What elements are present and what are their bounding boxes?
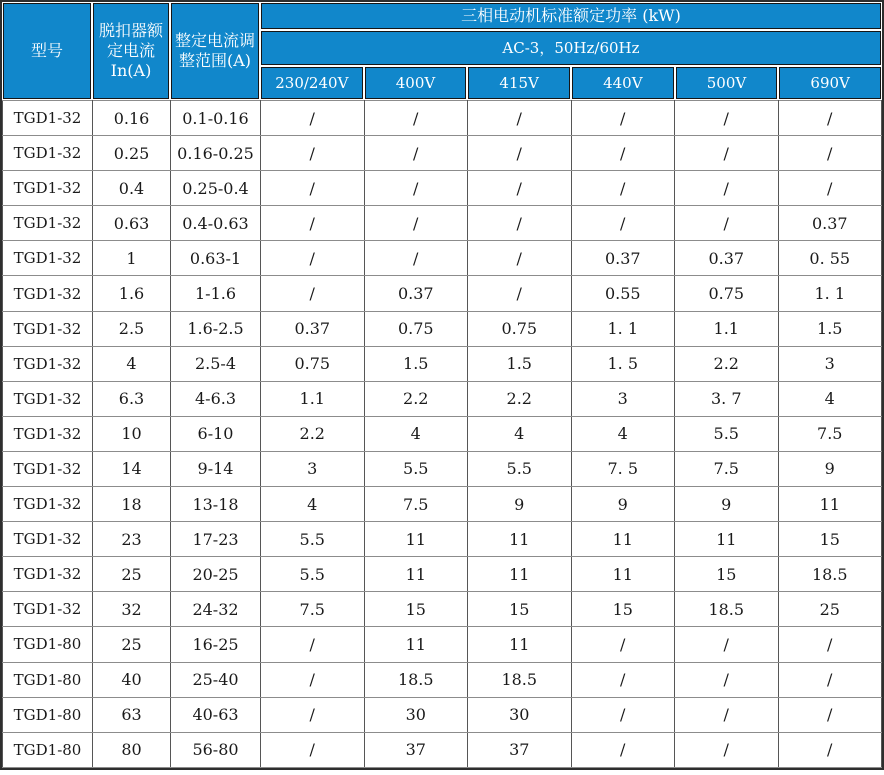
cell-power-440v: 15 <box>571 592 675 627</box>
header-ac-condition-label: AC-3，50Hz/60Hz <box>261 31 881 65</box>
cell-power-500v: / <box>675 136 779 171</box>
cell-power-690v: / <box>778 171 882 206</box>
cell-model: TGD1-32 <box>3 276 93 311</box>
header-voltage-label: 415V <box>468 67 570 99</box>
table-row <box>3 451 882 486</box>
cell-rated-current: 0.25 <box>93 136 171 171</box>
cell-power-500v: 18.5 <box>675 592 779 627</box>
cell-power-500v: 7.5 <box>675 451 779 486</box>
table-row <box>3 206 882 241</box>
cell-model: TGD1-32 <box>3 487 93 522</box>
table-row <box>3 732 882 767</box>
cell-rated-current: 25 <box>93 557 171 592</box>
cell-power-500v: / <box>675 101 779 136</box>
cell-power-230-240v: 0.75 <box>261 346 365 381</box>
cell-power-690v: / <box>778 732 882 767</box>
cell-power-500v: 1.1 <box>675 311 779 346</box>
cell-power-440v: 0.55 <box>571 276 675 311</box>
cell-power-230-240v: / <box>261 241 365 276</box>
cell-setting-range: 16-25 <box>171 627 261 662</box>
table-row <box>3 381 882 416</box>
cell-power-690v: 18.5 <box>778 557 882 592</box>
cell-rated-current: 0.16 <box>93 101 171 136</box>
cell-model: TGD1-32 <box>3 206 93 241</box>
cell-power-400v: 7.5 <box>364 487 468 522</box>
cell-power-400v: 5.5 <box>364 451 468 486</box>
cell-power-415v: / <box>468 241 572 276</box>
cell-power-415v: 37 <box>468 732 572 767</box>
cell-power-500v: 3. 7 <box>675 381 779 416</box>
cell-model: TGD1-32 <box>3 136 93 171</box>
table-row <box>3 101 882 136</box>
header-voltage-230-240 <box>260 66 364 100</box>
cell-power-400v: 30 <box>364 697 468 732</box>
cell-power-230-240v: 5.5 <box>261 557 365 592</box>
header-voltage-label: 500V <box>676 67 778 99</box>
cell-power-230-240v: 2.2 <box>261 416 365 451</box>
cell-model: TGD1-32 <box>3 346 93 381</box>
cell-power-440v: / <box>571 732 675 767</box>
cell-setting-range: 24-32 <box>171 592 261 627</box>
cell-power-440v: / <box>571 171 675 206</box>
cell-power-230-240v: / <box>261 101 365 136</box>
cell-setting-range: 1-1.6 <box>171 276 261 311</box>
cell-power-415v: 0.75 <box>468 311 572 346</box>
cell-power-690v: / <box>778 627 882 662</box>
cell-power-500v: 0.75 <box>675 276 779 311</box>
header-model-label: 型号 <box>3 3 91 99</box>
cell-model: TGD1-32 <box>3 592 93 627</box>
cell-setting-range: 25-40 <box>171 662 261 697</box>
cell-power-690v: 11 <box>778 487 882 522</box>
cell-model: TGD1-32 <box>3 522 93 557</box>
cell-rated-current: 18 <box>93 487 171 522</box>
table-row <box>3 592 882 627</box>
table-row <box>3 557 882 592</box>
cell-power-400v: 37 <box>364 732 468 767</box>
cell-power-415v: / <box>468 206 572 241</box>
header-trip-unit-label: 脱扣器额定电流 In(A) <box>93 3 169 99</box>
cell-power-400v: / <box>364 136 468 171</box>
cell-power-230-240v: 4 <box>261 487 365 522</box>
cell-power-415v: 30 <box>468 697 572 732</box>
cell-power-230-240v: 3 <box>261 451 365 486</box>
cell-power-500v: / <box>675 206 779 241</box>
cell-model: TGD1-32 <box>3 241 93 276</box>
header-voltage-label: 690V <box>779 67 881 99</box>
cell-setting-range: 17-23 <box>171 522 261 557</box>
cell-rated-current: 25 <box>93 627 171 662</box>
cell-power-230-240v: 5.5 <box>261 522 365 557</box>
table-header <box>2 2 882 100</box>
cell-power-690v: / <box>778 697 882 732</box>
cell-setting-range: 6-10 <box>171 416 261 451</box>
cell-rated-current: 10 <box>93 416 171 451</box>
cell-setting-range: 0.63-1 <box>171 241 261 276</box>
cell-power-400v: 4 <box>364 416 468 451</box>
header-range-label: 整定电流调整范围(A) <box>171 3 259 99</box>
cell-rated-current: 4 <box>93 346 171 381</box>
cell-power-230-240v: / <box>261 662 365 697</box>
cell-model: TGD1-32 <box>3 381 93 416</box>
cell-power-690v: 0.37 <box>778 206 882 241</box>
cell-power-690v: 1. 1 <box>778 276 882 311</box>
table-body <box>3 101 882 768</box>
cell-power-400v: 15 <box>364 592 468 627</box>
cell-power-400v: 1.5 <box>364 346 468 381</box>
cell-power-415v: / <box>468 276 572 311</box>
cell-setting-range: 0.16-0.25 <box>171 136 261 171</box>
cell-rated-current: 0.4 <box>93 171 171 206</box>
cell-power-500v: / <box>675 171 779 206</box>
cell-rated-current: 1.6 <box>93 276 171 311</box>
cell-power-690v: / <box>778 136 882 171</box>
cell-model: TGD1-32 <box>3 416 93 451</box>
cell-power-400v: 11 <box>364 557 468 592</box>
cell-setting-range: 0.1-0.16 <box>171 101 261 136</box>
cell-power-440v: / <box>571 627 675 662</box>
cell-power-230-240v: / <box>261 206 365 241</box>
table-row <box>3 311 882 346</box>
table-row <box>3 416 882 451</box>
cell-power-415v: / <box>468 101 572 136</box>
cell-power-500v: 2.2 <box>675 346 779 381</box>
cell-model: TGD1-80 <box>3 662 93 697</box>
cell-power-690v: / <box>778 662 882 697</box>
cell-power-500v: 5.5 <box>675 416 779 451</box>
cell-power-440v: / <box>571 101 675 136</box>
table-row <box>3 241 882 276</box>
cell-power-400v: / <box>364 101 468 136</box>
table-row <box>3 136 882 171</box>
cell-power-500v: 9 <box>675 487 779 522</box>
header-voltage-415 <box>467 66 571 100</box>
cell-power-230-240v: / <box>261 697 365 732</box>
table-row <box>3 487 882 522</box>
cell-power-400v: / <box>364 206 468 241</box>
cell-power-690v: 3 <box>778 346 882 381</box>
cell-power-440v: 1. 1 <box>571 311 675 346</box>
cell-power-415v: 11 <box>468 627 572 662</box>
cell-model: TGD1-80 <box>3 697 93 732</box>
cell-power-690v: 25 <box>778 592 882 627</box>
cell-model: TGD1-32 <box>3 311 93 346</box>
cell-power-230-240v: 1.1 <box>261 381 365 416</box>
cell-power-230-240v: 7.5 <box>261 592 365 627</box>
cell-power-415v: / <box>468 136 572 171</box>
cell-setting-range: 4-6.3 <box>171 381 261 416</box>
cell-power-440v: 3 <box>571 381 675 416</box>
header-voltage-label: 230/240V <box>261 67 363 99</box>
header-voltage-label: 440V <box>572 67 674 99</box>
cell-rated-current: 80 <box>93 732 171 767</box>
cell-rated-current: 63 <box>93 697 171 732</box>
table-row <box>3 276 882 311</box>
cell-power-690v: 1.5 <box>778 311 882 346</box>
cell-setting-range: 0.4-0.63 <box>171 206 261 241</box>
cell-power-230-240v: / <box>261 627 365 662</box>
cell-power-690v: / <box>778 101 882 136</box>
cell-setting-range: 9-14 <box>171 451 261 486</box>
cell-power-415v: 2.2 <box>468 381 572 416</box>
cell-power-400v: 0.37 <box>364 276 468 311</box>
cell-power-230-240v: / <box>261 171 365 206</box>
cell-model: TGD1-32 <box>3 171 93 206</box>
cell-power-400v: 18.5 <box>364 662 468 697</box>
cell-power-440v: 1. 5 <box>571 346 675 381</box>
header-voltage-440 <box>571 66 675 100</box>
table-row <box>3 171 882 206</box>
cell-power-415v: 11 <box>468 522 572 557</box>
cell-power-690v: 0. 55 <box>778 241 882 276</box>
cell-rated-current: 40 <box>93 662 171 697</box>
cell-power-690v: 15 <box>778 522 882 557</box>
header-power-title-label: 三相电动机标准额定功率 (kW) <box>261 3 881 29</box>
cell-power-440v: / <box>571 662 675 697</box>
cell-rated-current: 32 <box>93 592 171 627</box>
header-setting-current-range <box>170 2 260 100</box>
cell-power-230-240v: / <box>261 276 365 311</box>
cell-setting-range: 40-63 <box>171 697 261 732</box>
cell-power-400v: 11 <box>364 627 468 662</box>
cell-power-230-240v: 0.37 <box>261 311 365 346</box>
cell-power-440v: 4 <box>571 416 675 451</box>
cell-power-500v: 0.37 <box>675 241 779 276</box>
table-row <box>3 627 882 662</box>
cell-setting-range: 1.6-2.5 <box>171 311 261 346</box>
cell-power-690v: 4 <box>778 381 882 416</box>
cell-power-440v: 11 <box>571 522 675 557</box>
cell-power-400v: 0.75 <box>364 311 468 346</box>
cell-setting-range: 0.25-0.4 <box>171 171 261 206</box>
cell-power-415v: 18.5 <box>468 662 572 697</box>
header-voltage-400 <box>364 66 468 100</box>
cell-power-400v: 2.2 <box>364 381 468 416</box>
cell-rated-current: 0.63 <box>93 206 171 241</box>
cell-power-415v: 11 <box>468 557 572 592</box>
table-row <box>3 697 882 732</box>
cell-power-440v: 9 <box>571 487 675 522</box>
cell-model: TGD1-32 <box>3 557 93 592</box>
cell-power-230-240v: / <box>261 732 365 767</box>
cell-model: TGD1-80 <box>3 627 93 662</box>
cell-model: TGD1-80 <box>3 732 93 767</box>
cell-power-440v: 0.37 <box>571 241 675 276</box>
cell-model: TGD1-32 <box>3 101 93 136</box>
cell-rated-current: 2.5 <box>93 311 171 346</box>
header-trip-unit-rated-current <box>92 2 170 100</box>
header-ac-condition <box>260 30 882 66</box>
header-voltage-690 <box>778 66 882 100</box>
cell-setting-range: 13-18 <box>171 487 261 522</box>
table-row <box>3 346 882 381</box>
cell-power-500v: / <box>675 732 779 767</box>
header-model <box>2 2 92 100</box>
table-row <box>3 522 882 557</box>
cell-power-400v: / <box>364 241 468 276</box>
cell-rated-current: 23 <box>93 522 171 557</box>
cell-rated-current: 14 <box>93 451 171 486</box>
cell-power-500v: 15 <box>675 557 779 592</box>
cell-power-500v: / <box>675 697 779 732</box>
cell-power-415v: 4 <box>468 416 572 451</box>
cell-power-500v: / <box>675 627 779 662</box>
cell-power-690v: 9 <box>778 451 882 486</box>
spec-table-body-grid <box>2 100 882 768</box>
cell-power-500v: 11 <box>675 522 779 557</box>
cell-model: TGD1-32 <box>3 451 93 486</box>
cell-power-415v: 5.5 <box>468 451 572 486</box>
cell-power-400v: 11 <box>364 522 468 557</box>
cell-power-440v: / <box>571 206 675 241</box>
header-power-title <box>260 2 882 30</box>
header-voltage-500 <box>675 66 779 100</box>
cell-power-690v: 7.5 <box>778 416 882 451</box>
cell-rated-current: 1 <box>93 241 171 276</box>
cell-power-400v: / <box>364 171 468 206</box>
cell-power-440v: 11 <box>571 557 675 592</box>
cell-power-415v: 1.5 <box>468 346 572 381</box>
cell-power-440v: / <box>571 136 675 171</box>
cell-power-415v: 9 <box>468 487 572 522</box>
cell-power-415v: 15 <box>468 592 572 627</box>
table-row <box>3 662 882 697</box>
cell-power-440v: / <box>571 697 675 732</box>
cell-setting-range: 2.5-4 <box>171 346 261 381</box>
cell-power-500v: / <box>675 662 779 697</box>
header-voltage-label: 400V <box>365 67 467 99</box>
cell-setting-range: 56-80 <box>171 732 261 767</box>
cell-setting-range: 20-25 <box>171 557 261 592</box>
cell-power-440v: 7. 5 <box>571 451 675 486</box>
cell-power-415v: / <box>468 171 572 206</box>
cell-power-230-240v: / <box>261 136 365 171</box>
cell-rated-current: 6.3 <box>93 381 171 416</box>
